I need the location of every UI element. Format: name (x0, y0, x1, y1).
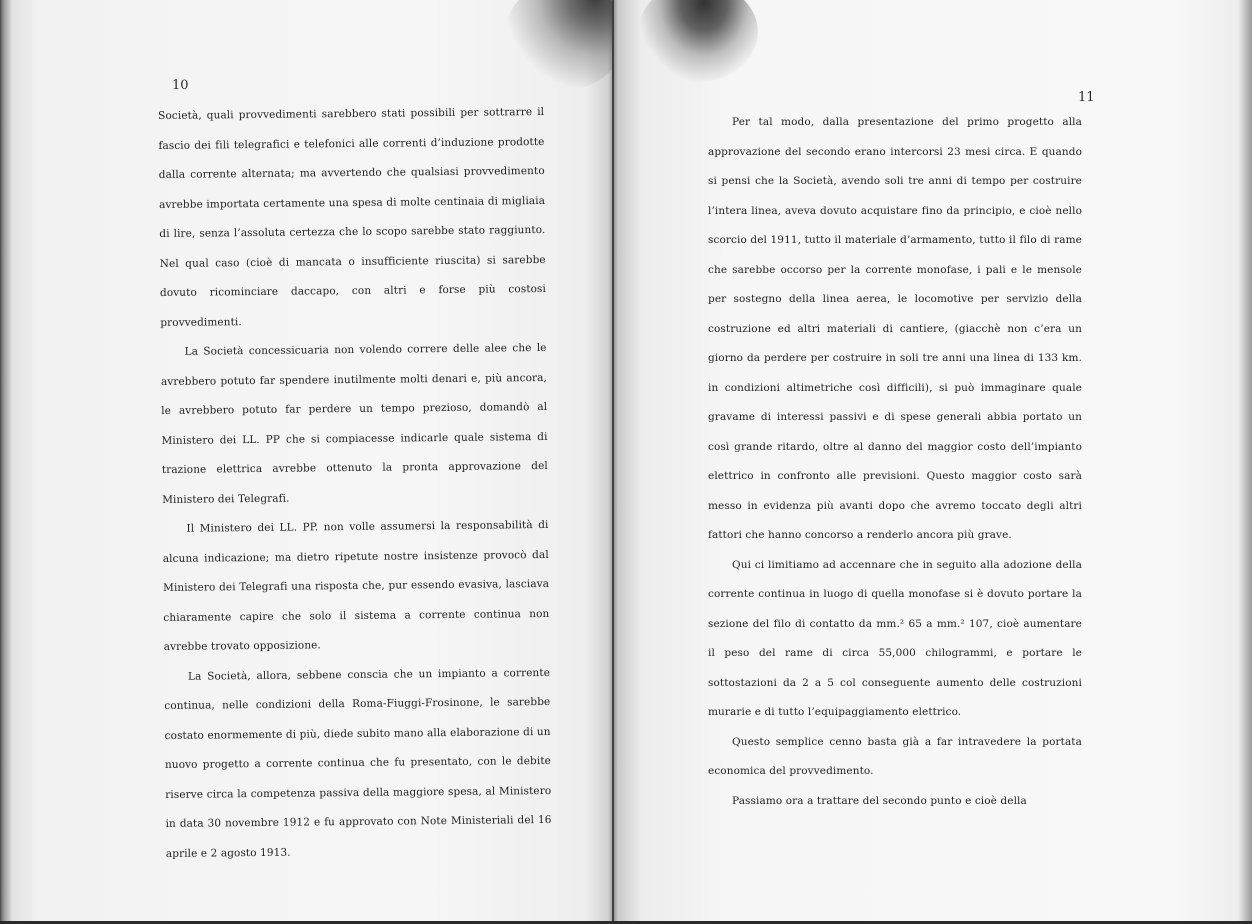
page-number-right: 11 (1078, 90, 1095, 105)
right-page-text (708, 108, 1082, 816)
left-page-text (158, 98, 552, 869)
paragraph: Per tal modo, dalla presentazione del primo progetto alla approvazione del secondo erano intercorsi 23 mesi circa. E quando si pensi che la Società, avendo soli tre anni di tempo per costruire l’intera linea, aveva dovuto acquistare fino da principio, e cioè nello scorcio del 1911, tutto il materiale d’armamento, tutto il filo di rame che sarebbe occorso per la corrente monofase, i pali e le mensole per sostegno della linea aerea, le locomotive per servizio della costruzione ed altri materiali di cantiere, (giacchè non c’era un giorno da perdere per costruire in soli tre anni una linea di 133 km. in condizioni altimetriche così difficili), si può immaginare quale gravame di interessi passivi e di spese generali abbia portato un così grande ritardo, oltre al danno del maggior costo dell’impianto elettrico in confronto alle previsioni. Questo maggior costo sarà messo in evidenza più avanti dopo che avremo toccato degli altri fattori che hanno concorso a renderlo ancora più grave. (708, 116, 1082, 541)
water-stain (638, 0, 758, 82)
book-gutter (612, 0, 614, 924)
paragraph: Questo semplice cenno basta già a far intravedere la portata economica del provvedimento. (708, 735, 1082, 777)
left-page (0, 0, 613, 924)
paragraph: La Società, allora, sebbene conscia che un impianto a corrente continua, nelle condizioni della Roma-Fiuggi-Frosinone, le sarebbe costato enormemente di più, diede subito mano alla elaborazione di un nuovo progetto a corrente continua che fu presentato, con le debite riserve circa la competenza passiva della maggiore spesa, al Ministero in data 30 novembre 1912 e fu approvato con Note Ministeriali del 16 aprile e 2 agosto 1913. (164, 666, 552, 860)
paragraph: La Società concessicuaria non volendo correre delle alee che le avrebbero potuto far spendere inutilmente molti denari e, più ancora, le avrebbero potuto far perdere un tempo prezioso, domandò al Ministero dei LL. PP che si compiacesse indicarle quale sistema di trazione elettrica avrebbe ottenuto la pronta approvazione del Ministero dei Telegrafi. (160, 341, 548, 506)
paragraph: Società, quali provvedimenti sarebbero stati possibili per sottrarre il fascio dei fili telegrafici e telefonici alle correnti d’induzione prodotte dalla corrente alternata; ma avvertendo che qualsiasi provvedimento avrebbe importata certamente una spesa di molte centinaia di migliaia di lire, senza l’assoluta certezza che lo scopo sarebbe stato raggiunto. Nel qual caso (cioè di mancata o insufficiente riuscita) si sarebbe dovuto ricominciare daccapo, con altri e forse più costosi provvedimenti. (158, 105, 547, 329)
paragraph: Il Ministero dei LL. PP. non volle assumersi la responsabilità di alcuna indicazione; ma dietro ripetute nostre insistenze provocò dal Ministero dei Telegrafi una risposta che, pur essendo evasiva, lasciava chiaramente capire che solo il sistema a corrente continua non avrebbe trovato opposizione. (162, 518, 550, 653)
water-stain (505, 0, 613, 90)
right-page (613, 0, 1252, 924)
paragraph: Qui ci limitiamo ad accennare che in seguito alla adozione della corrente continua in luogo di quella monofase si è dovuto portare la sezione del filo di contatto da mm.² 65 a mm.² 107, cioè aumentare il peso del rame di circa 55,000 chilogrammi, e portare le sottostazioni da 2 a 5 col conseguente aumento delle costruzioni murarie e di tutto l’equipaggiamento elettrico. (708, 558, 1082, 718)
paragraph: Passiamo ora a trattare del secondo punto e cioè della (732, 794, 1027, 807)
page-number-left: 10 (172, 78, 189, 93)
